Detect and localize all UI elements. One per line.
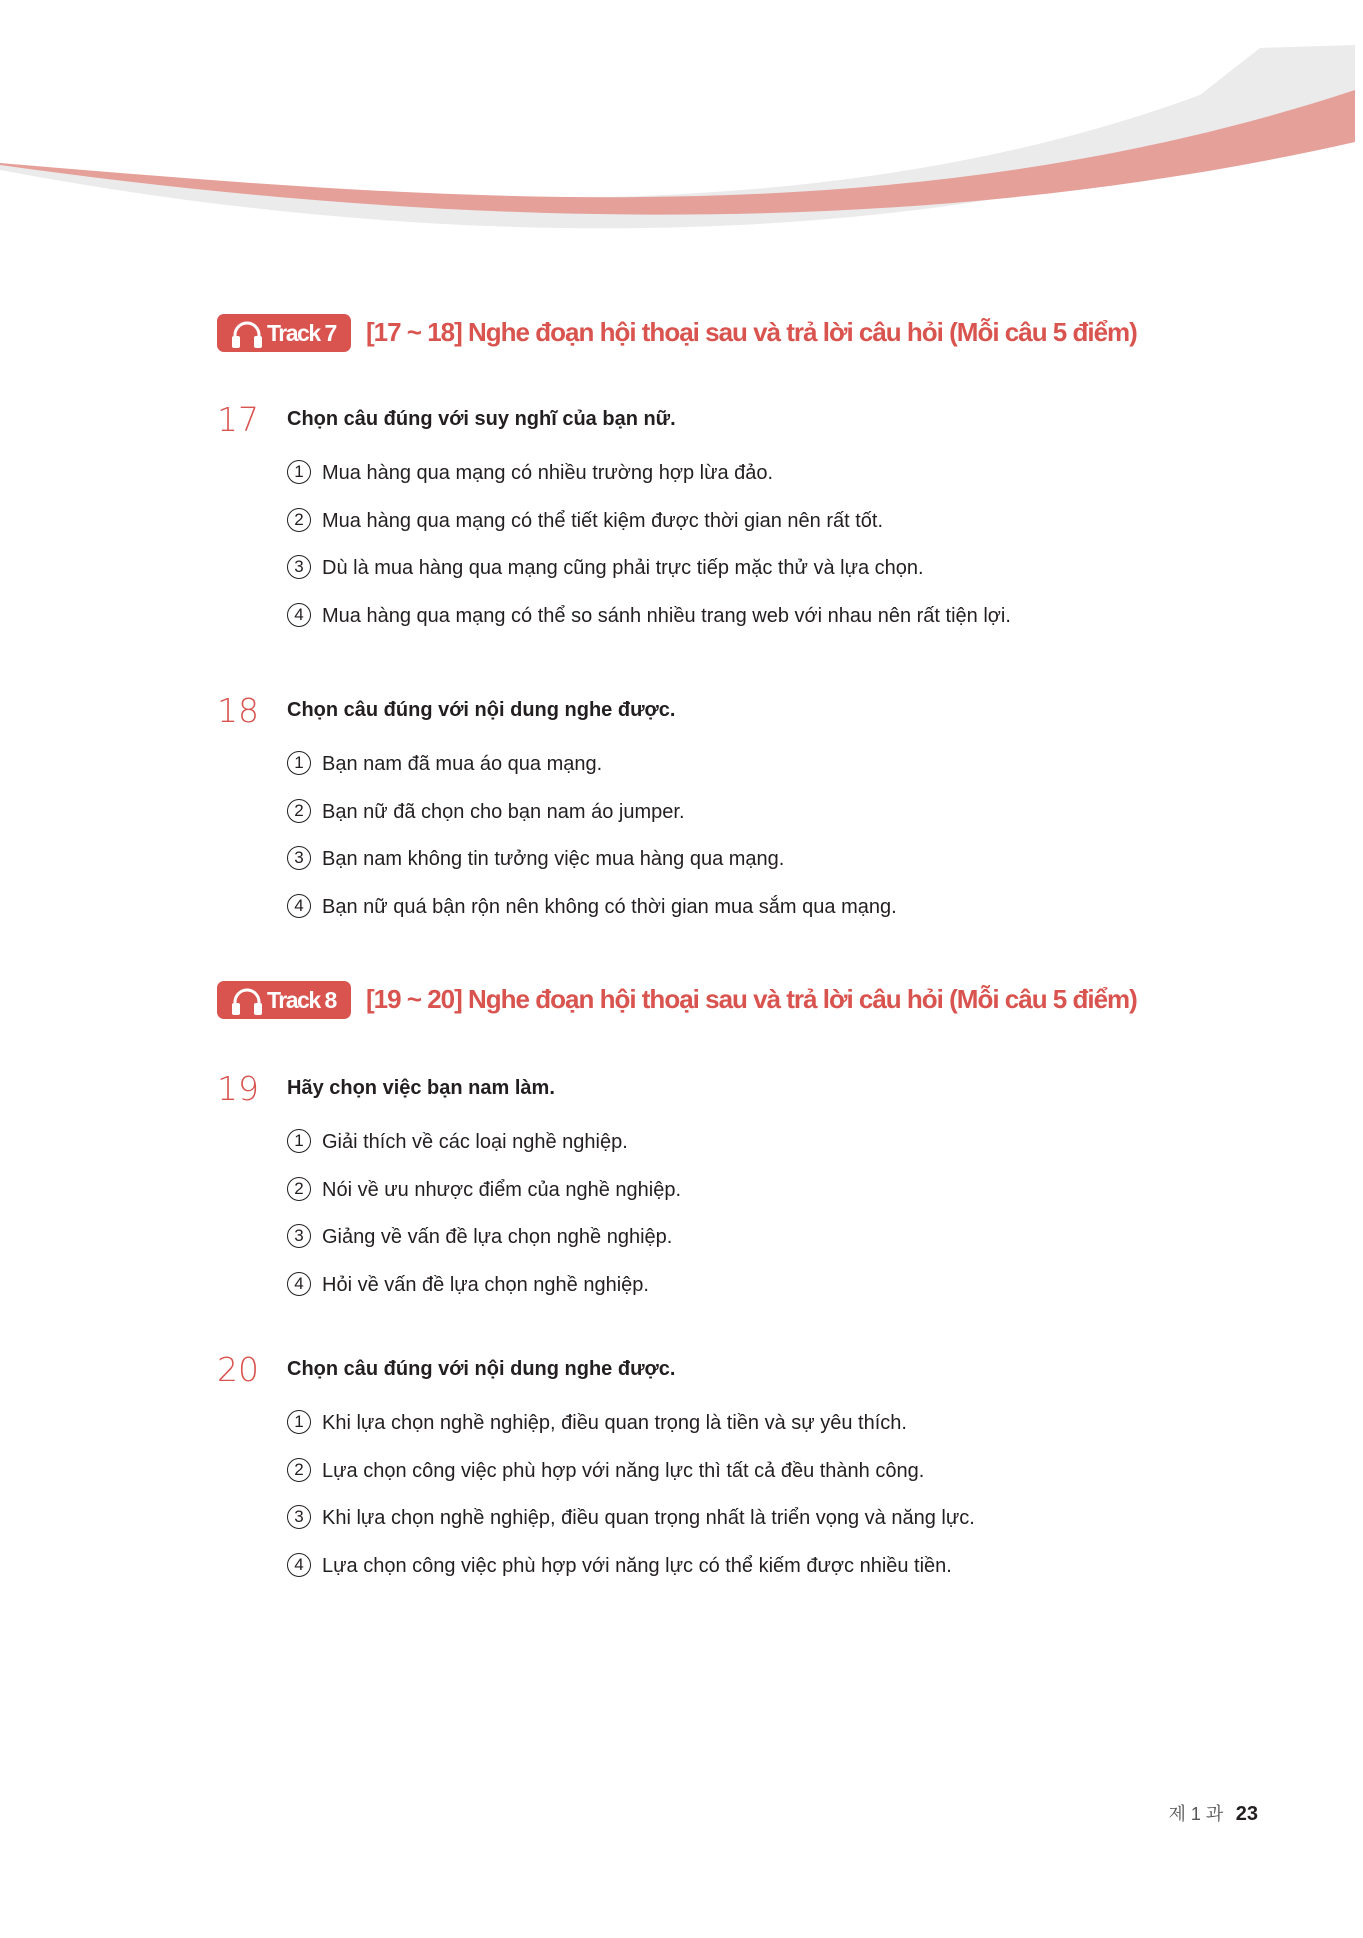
option-text: Hỏi về vấn đề lựa chọn nghề nghiệp. (322, 1273, 649, 1296)
question-number: 20 (217, 1350, 259, 1389)
option-text: Bạn nữ đã chọn cho bạn nam áo jumper. (322, 800, 685, 823)
option-text: Dù là mua hàng qua mạng cũng phải trực tiếp mặc thử và lựa chọn. (322, 557, 924, 579)
option-1[interactable] (287, 1130, 681, 1178)
option-text: Bạn nam đã mua áo qua mạng. (322, 753, 603, 775)
headphones-icon (231, 320, 263, 348)
question-prompt: Chọn câu đúng với suy nghĩ của bạn nữ. (287, 408, 676, 430)
option-text: Mua hàng qua mạng có nhiều trường hợp lừa đảo. (322, 462, 774, 484)
option-text: Bạn nữ quá bận rộn nên không có thời gian mua sắm qua mạng. (322, 895, 897, 918)
option-text: Mua hàng qua mạng có thể so sánh nhiều trang web với nhau nên rất tiện lợi. (322, 604, 1011, 627)
option-marker: 1 (287, 1410, 311, 1434)
question-number: 17 (217, 400, 259, 439)
headphones-icon (231, 987, 263, 1015)
header-wave-decoration (0, 0, 1363, 260)
option-marker: 1 (287, 1129, 311, 1153)
option-marker: 2 (287, 1177, 311, 1201)
track-badge[interactable] (217, 314, 351, 352)
option-marker: 3 (287, 846, 311, 870)
section-title: [19 ~ 20] Nghe đoạn hội thoại sau và trả lời câu hỏi (Mỗi câu 5 điểm) (366, 984, 1137, 1014)
question-number: 18 (217, 691, 259, 730)
option-text: Mua hàng qua mạng có thể tiết kiệm được thời gian nên rất tốt. (322, 509, 884, 532)
option-1[interactable] (287, 461, 1011, 509)
question-prompt: Hãy chọn việc bạn nam làm. (287, 1077, 555, 1099)
question-number: 19 (217, 1069, 259, 1108)
option-marker: 4 (287, 1553, 311, 1577)
track-label: Track 7 (267, 320, 336, 346)
option-marker: 3 (287, 1505, 311, 1529)
question-prompt: Chọn câu đúng với nội dung nghe được. (287, 1358, 676, 1380)
option-2[interactable] (287, 509, 1011, 557)
option-text: Giải thích về các loại nghề nghiệp. (322, 1131, 628, 1153)
option-2[interactable] (287, 800, 897, 848)
option-text: Khi lựa chọn nghề nghiệp, điều quan trọng là tiền và sự yêu thích. (322, 1412, 907, 1434)
option-list (287, 1130, 681, 1320)
option-4[interactable] (287, 895, 897, 943)
track-badge[interactable] (217, 981, 351, 1019)
page-number: 23 (1235, 1803, 1258, 1825)
option-text: Khi lựa chọn nghề nghiệp, điều quan trọng nhất là triển vọng và năng lực. (322, 1507, 975, 1529)
question-prompt: Chọn câu đúng với nội dung nghe được. (287, 699, 676, 721)
option-list (287, 461, 1011, 651)
option-text: Bạn nam không tin tưởng việc mua hàng qua mạng. (322, 848, 785, 870)
option-marker: 3 (287, 1224, 311, 1248)
option-3[interactable] (287, 556, 1011, 604)
option-marker: 1 (287, 751, 311, 775)
option-2[interactable] (287, 1459, 975, 1507)
option-marker: 2 (287, 508, 311, 532)
section-title: [17 ~ 18] Nghe đoạn hội thoại sau và trả lời câu hỏi (Mỗi câu 5 điểm) (366, 317, 1137, 347)
option-text: Lựa chọn công việc phù hợp với năng lực thì tất cả đều thành công. (322, 1459, 925, 1482)
page-footer (1169, 1800, 1259, 1826)
option-3[interactable] (287, 847, 897, 895)
lesson-label: 제 1 과 (1168, 1804, 1224, 1824)
option-4[interactable] (287, 604, 1011, 652)
option-marker: 1 (287, 460, 311, 484)
option-text: Giảng về vấn đề lựa chọn nghề nghiệp. (322, 1226, 673, 1248)
option-3[interactable] (287, 1225, 681, 1273)
option-list (287, 752, 897, 942)
option-marker: 4 (287, 1272, 311, 1296)
option-2[interactable] (287, 1178, 681, 1226)
option-list (287, 1411, 975, 1601)
option-1[interactable] (287, 752, 897, 800)
option-text: Lựa chọn công việc phù hợp với năng lực có thể kiếm được nhiều tiền. (322, 1554, 952, 1577)
track-label: Track 8 (267, 987, 336, 1013)
option-text: Nói về ưu nhược điểm của nghề nghiệp. (322, 1178, 681, 1201)
option-marker: 4 (287, 894, 311, 918)
option-3[interactable] (287, 1506, 975, 1554)
option-4[interactable] (287, 1273, 681, 1321)
option-marker: 2 (287, 799, 311, 823)
option-1[interactable] (287, 1411, 975, 1459)
option-marker: 4 (287, 603, 311, 627)
option-marker: 3 (287, 555, 311, 579)
option-marker: 2 (287, 1458, 311, 1482)
option-4[interactable] (287, 1554, 975, 1602)
